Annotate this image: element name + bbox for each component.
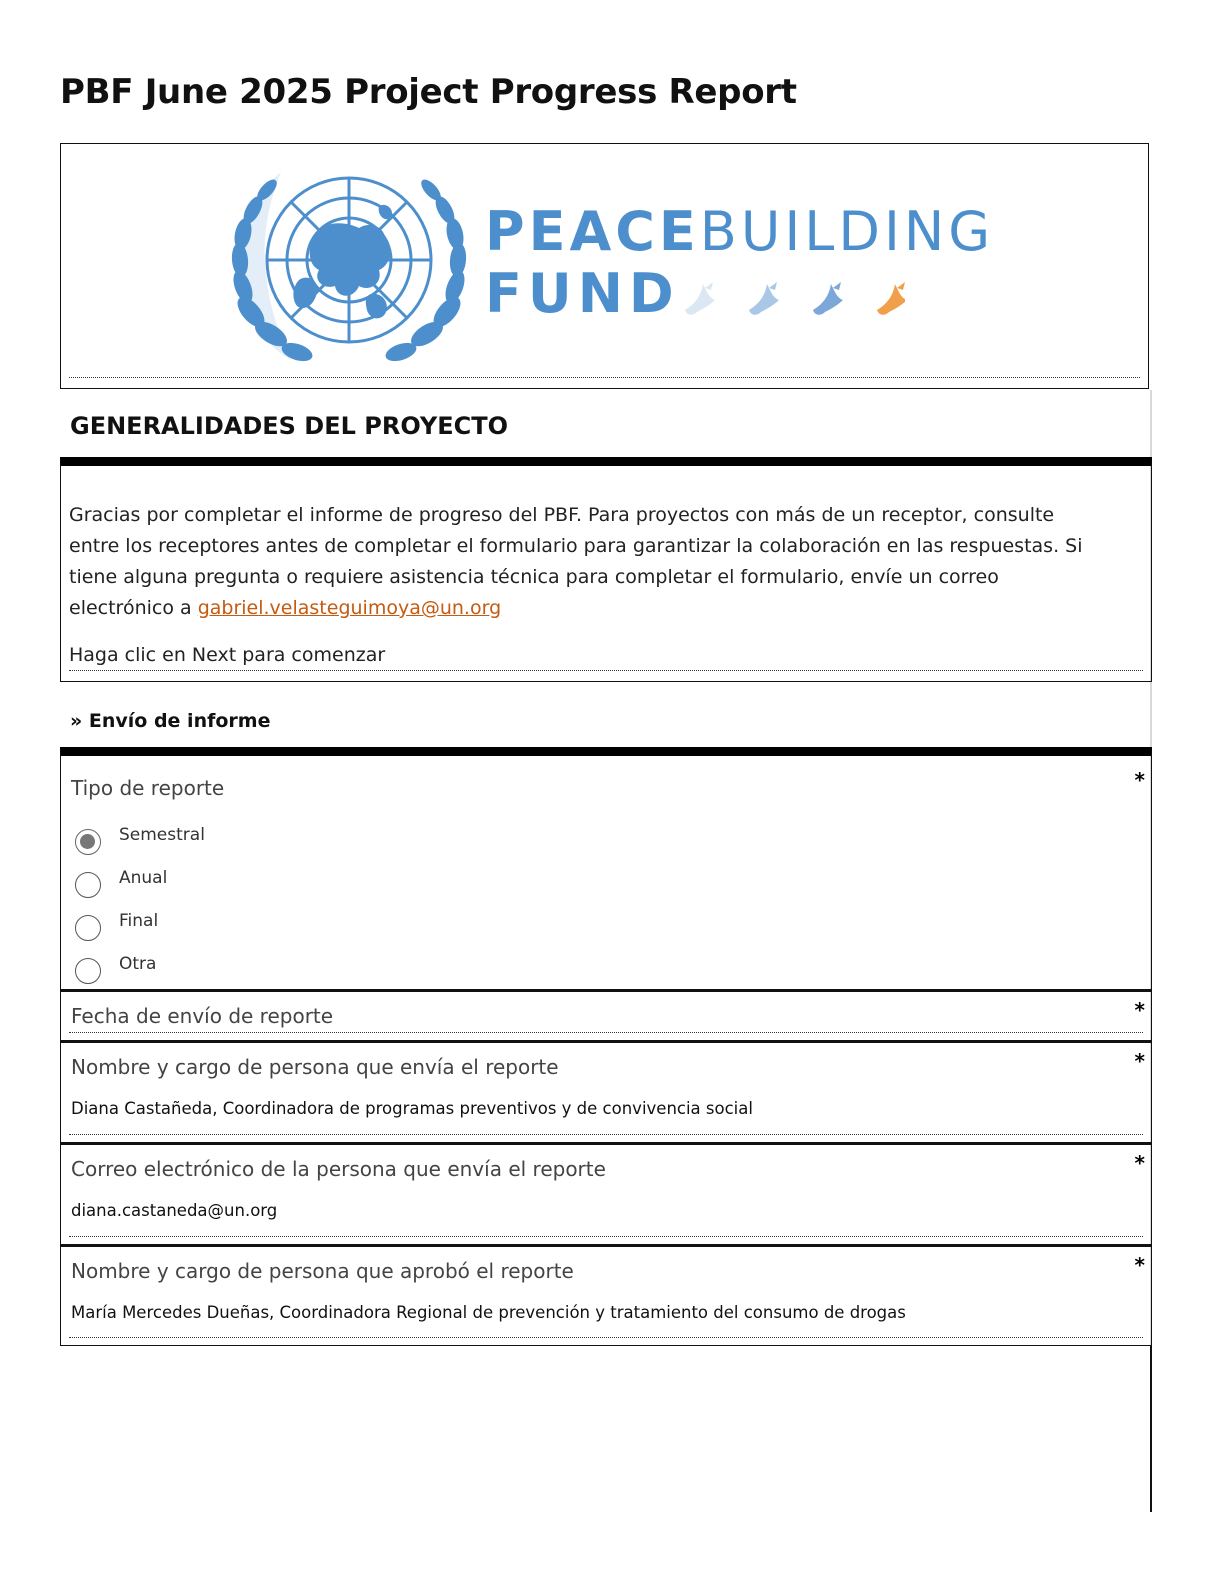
un-emblem-logo — [229, 162, 469, 367]
sender-email-field[interactable]: diana.castaneda@un.org — [71, 1201, 278, 1220]
question-label: Nombre y cargo de persona que envía el reporte — [71, 1055, 559, 1079]
approver-name-field[interactable]: María Mercedes Dueñas, Coordinadora Regional de prevención y tratamiento del consumo de drogas — [71, 1303, 906, 1322]
doves-icon — [665, 270, 905, 320]
question-label: Correo electrónico de la persona que envía el reporte — [71, 1157, 606, 1181]
question-label: Tipo de reporte — [71, 776, 225, 800]
radio-button[interactable] — [75, 915, 101, 941]
required-marker: * — [1134, 768, 1145, 792]
question-report-type — [60, 747, 1152, 990]
question-send-date — [60, 990, 1152, 1041]
page-rail — [1150, 1345, 1152, 1512]
question-sender-email — [60, 1143, 1152, 1245]
wordmark-line1: PEACEBUILDING — [485, 200, 995, 263]
intro-text: Gracias por completar el informe de progreso del PBF. Para proyectos con más de un receptor, consulte entre los receptores antes de completar el formulario para garantizar la colaboración en las respuestas. Si tiene alguna pregunta o requiere asistencia técnica para completar el formulario, envíe un correo electrónico a gabriel.velasteguimoya@un.org — [69, 504, 1083, 619]
radio-option-otra[interactable] — [75, 945, 205, 988]
radio-button[interactable] — [75, 958, 101, 984]
radio-option-semestral[interactable] — [75, 816, 205, 859]
logo-banner — [60, 143, 1149, 389]
radio-group — [75, 816, 205, 988]
question-label: Nombre y cargo de persona que aprobó el reporte — [71, 1259, 574, 1283]
required-marker: * — [1134, 998, 1145, 1022]
dove-icon — [877, 282, 905, 315]
sender-name-field[interactable]: Diana Castañeda, Coordinadora de programas preventivos y de convivencia social — [71, 1099, 753, 1118]
question-label: Fecha de envío de reporte — [71, 1004, 334, 1028]
radio-label: Final — [119, 910, 159, 931]
required-marker: * — [1134, 1253, 1145, 1277]
radio-button[interactable] — [75, 829, 101, 855]
required-marker: * — [1134, 1049, 1145, 1073]
radio-button[interactable] — [75, 872, 101, 898]
wordmark-line2: FUND — [485, 262, 680, 325]
divider — [69, 670, 1143, 671]
dove-icon — [685, 282, 715, 315]
field-underline — [69, 1236, 1143, 1237]
intro-panel — [60, 457, 1152, 682]
radio-option-final[interactable] — [75, 902, 205, 945]
field-underline — [69, 1337, 1143, 1338]
section-heading: GENERALIDADES DEL PROYECTO — [70, 412, 509, 440]
radio-label: Otra — [119, 953, 157, 974]
question-approver-name — [60, 1245, 1152, 1346]
subsection-heading: » Envío de informe — [70, 710, 271, 732]
radio-label: Semestral — [119, 824, 205, 845]
email-link[interactable]: gabriel.velasteguimoya@un.org — [197, 597, 502, 619]
dove-icon — [813, 282, 843, 315]
page-title: PBF June 2025 Project Progress Report — [60, 72, 797, 112]
divider — [69, 377, 1140, 378]
peacebuilding-fund-wordmark — [485, 200, 1005, 325]
intro-cta: Haga clic en Next para comenzar — [69, 644, 386, 666]
send-date-field[interactable] — [69, 1032, 1143, 1033]
required-marker: * — [1134, 1151, 1145, 1175]
question-sender-name — [60, 1041, 1152, 1143]
field-underline — [69, 1134, 1143, 1135]
laurel-left — [230, 172, 315, 365]
laurel-right — [383, 176, 468, 364]
radio-option-anual[interactable] — [75, 859, 205, 902]
dove-icon — [749, 282, 779, 315]
radio-label: Anual — [119, 867, 168, 888]
